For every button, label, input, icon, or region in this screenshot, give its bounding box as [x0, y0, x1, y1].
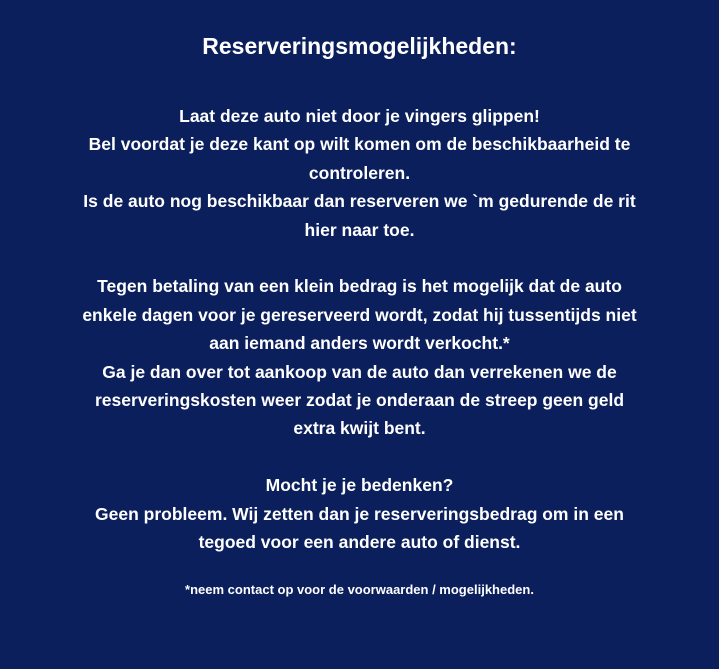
text-line: enkele dagen voor je gereserveerd wordt, zodat hij tussentijds niet [82, 304, 637, 325]
paragraph-cancellation [40, 471, 679, 556]
text-line: Geen probleem. Wij zetten dan je reserveringsbedrag om in een [95, 503, 624, 524]
text-line: controleren. [308, 162, 411, 183]
text-line: Ga je dan over tot aankoop van de auto dan verrekenen we de [102, 361, 617, 382]
footnote: *neem contact op voor de voorwaarden / mogelijkheden. [185, 582, 534, 597]
text-line: Is de auto nog beschikbaar dan reserveren we `m gedurende de rit [83, 191, 636, 212]
text-line: Tegen betaling van een klein bedrag is het mogelijk dat de auto [97, 276, 622, 297]
text-line: reserveringskosten weer zodat je onderaan de streep geen geld [94, 390, 625, 411]
text-line: Mocht je je bedenken? [265, 475, 454, 496]
text-line: aan iemand anders wordt verkocht.* [209, 333, 510, 354]
paragraph-payment [40, 272, 679, 442]
text-line: hier naar toe. [304, 219, 415, 240]
reservation-body [40, 102, 679, 585]
page-title: Reserveringsmogelijkheden: [202, 33, 517, 59]
text-line: Bel voordat je deze kant op wilt komen om de beschikbaarheid te [88, 134, 631, 155]
text-line: tegoed voor een andere auto of dienst. [198, 532, 521, 553]
text-line: Laat deze auto niet door je vingers glippen! [179, 106, 540, 126]
paragraph-intro [40, 102, 679, 244]
text-line: extra kwijt bent. [293, 418, 426, 439]
